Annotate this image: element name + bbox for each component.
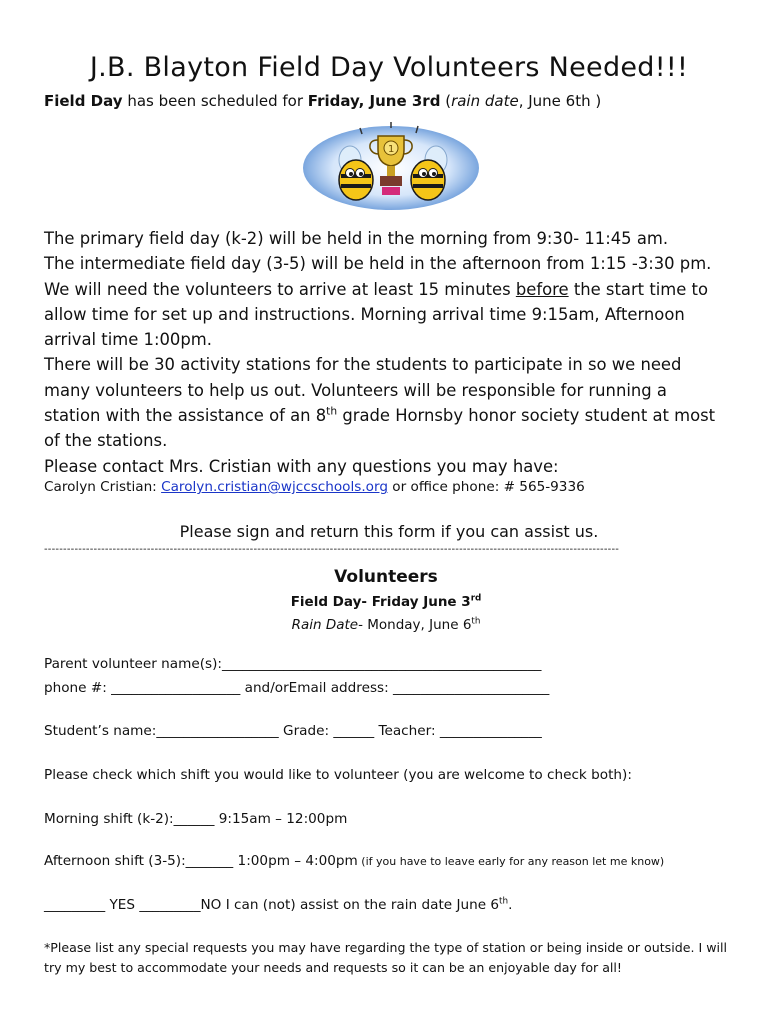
- superscript: th: [499, 896, 509, 907]
- schedule-text: has been scheduled for: [122, 92, 308, 110]
- superscript: rd: [470, 593, 482, 604]
- afternoon-shift-field[interactable]: [44, 853, 664, 869]
- honor-text: station with the assistance of an 8: [44, 406, 327, 426]
- parent-name-field[interactable]: Parent volunteer name(s):_______________________________________________: [44, 656, 542, 672]
- shift-instruction: Please check which shift you would like to volunteer (you are welcome to check both):: [44, 767, 632, 783]
- afternoon-shift-note: (if you have to leave early for any reason let me know): [357, 855, 665, 868]
- details-paragraph: [44, 226, 730, 479]
- rain-availability-text: _________ YES _________NO I can (not) assist on the rain date June 6: [44, 897, 500, 913]
- student-info-field[interactable]: Student’s name:__________________ Grade: ______ Teacher: _______________: [44, 723, 542, 739]
- cut-line-divider: -------------------------------------------------------------------------------------------------------------------------------------------------------: [44, 544, 620, 555]
- schedule-line: [44, 92, 601, 110]
- volunteers-heading: Volunteers: [334, 567, 438, 587]
- superscript: th: [471, 616, 481, 627]
- morning-shift-field[interactable]: Morning shift (k-2):______ 9:15am – 12:00pm: [44, 811, 348, 827]
- stations-end-line: of the stations.: [44, 431, 168, 451]
- intermediate-field-day-line: The intermediate field day (3-5) will be held in the afternoon from 1:15 -3:30 pm.: [44, 254, 712, 274]
- afternoon-shift-text: Afternoon shift (3-5):_______ 1:00pm – 4:00pm: [44, 853, 358, 869]
- rain-date-value: - Monday, June 6: [358, 617, 472, 633]
- bees-with-trophy-clipart: [298, 118, 484, 214]
- volunteers-line: many volunteers to help us out. Volunteers will be responsible for running a: [44, 380, 667, 400]
- arrival-text: We will need the volunteers to arrive at least 15 minutes: [44, 279, 516, 299]
- contact-line: [44, 479, 585, 495]
- rain-date-label: rain date: [451, 92, 519, 110]
- setup-line: allow time for set up and instructions. Morning arrival time 9:15am, Afternoon: [44, 304, 685, 324]
- field-day-date-line: [44, 594, 728, 610]
- primary-field-day-line: The primary field day (k-2) will be held in the morning from 9:30- 11:45 am.: [44, 229, 669, 248]
- arrival-time-line: arrival time 1:00pm.: [44, 330, 212, 350]
- honor-text-end: grade Hornsby honor society student at most: [337, 406, 716, 426]
- svg-text:1: 1: [388, 144, 395, 155]
- field-day-text: Field Day- Friday June 3: [290, 594, 471, 610]
- arrival-text-end: the start time to: [568, 279, 709, 299]
- field-day-date: Friday, June 3rd: [307, 92, 441, 110]
- email-link[interactable]: Carolyn.cristian@wjccschools.org: [161, 479, 388, 495]
- rain-date-value: , June 6th ): [518, 92, 602, 110]
- period: .: [508, 897, 513, 913]
- arrival-line: [44, 277, 730, 302]
- field-day-label: Field Day: [44, 92, 123, 110]
- phone-email-field[interactable]: phone #: ___________________ and/orEmail address: _______________________: [44, 680, 550, 696]
- rain-date-availability-field[interactable]: [44, 897, 512, 913]
- honor-society-line: [44, 403, 730, 428]
- office-phone: or office phone: # 565-9336: [387, 479, 585, 495]
- superscript: th: [326, 404, 338, 418]
- special-requests-note: *Please list any special requests you may have regarding the type of station or being inside or outside. I will try my best to accommodate your needs and requests so it can be an enjoyable day for all!: [44, 940, 728, 975]
- contact-name: Carolyn Cristian:: [44, 479, 162, 495]
- contact-prompt-line: Please contact Mrs. Cristian with any questions you may have:: [44, 456, 559, 476]
- rain-date-label: Rain Date: [291, 617, 359, 633]
- rain-date-line: [44, 617, 728, 633]
- stations-line: There will be 30 activity stations for the students to participate in so we need: [44, 355, 682, 375]
- page-title: J.B. Blayton Field Day Volunteers Needed!!!: [89, 52, 689, 83]
- before-emphasis: before: [515, 279, 569, 299]
- paren: (: [440, 92, 452, 110]
- sign-return-instruction: Please sign and return this form if you can assist us.: [179, 522, 599, 541]
